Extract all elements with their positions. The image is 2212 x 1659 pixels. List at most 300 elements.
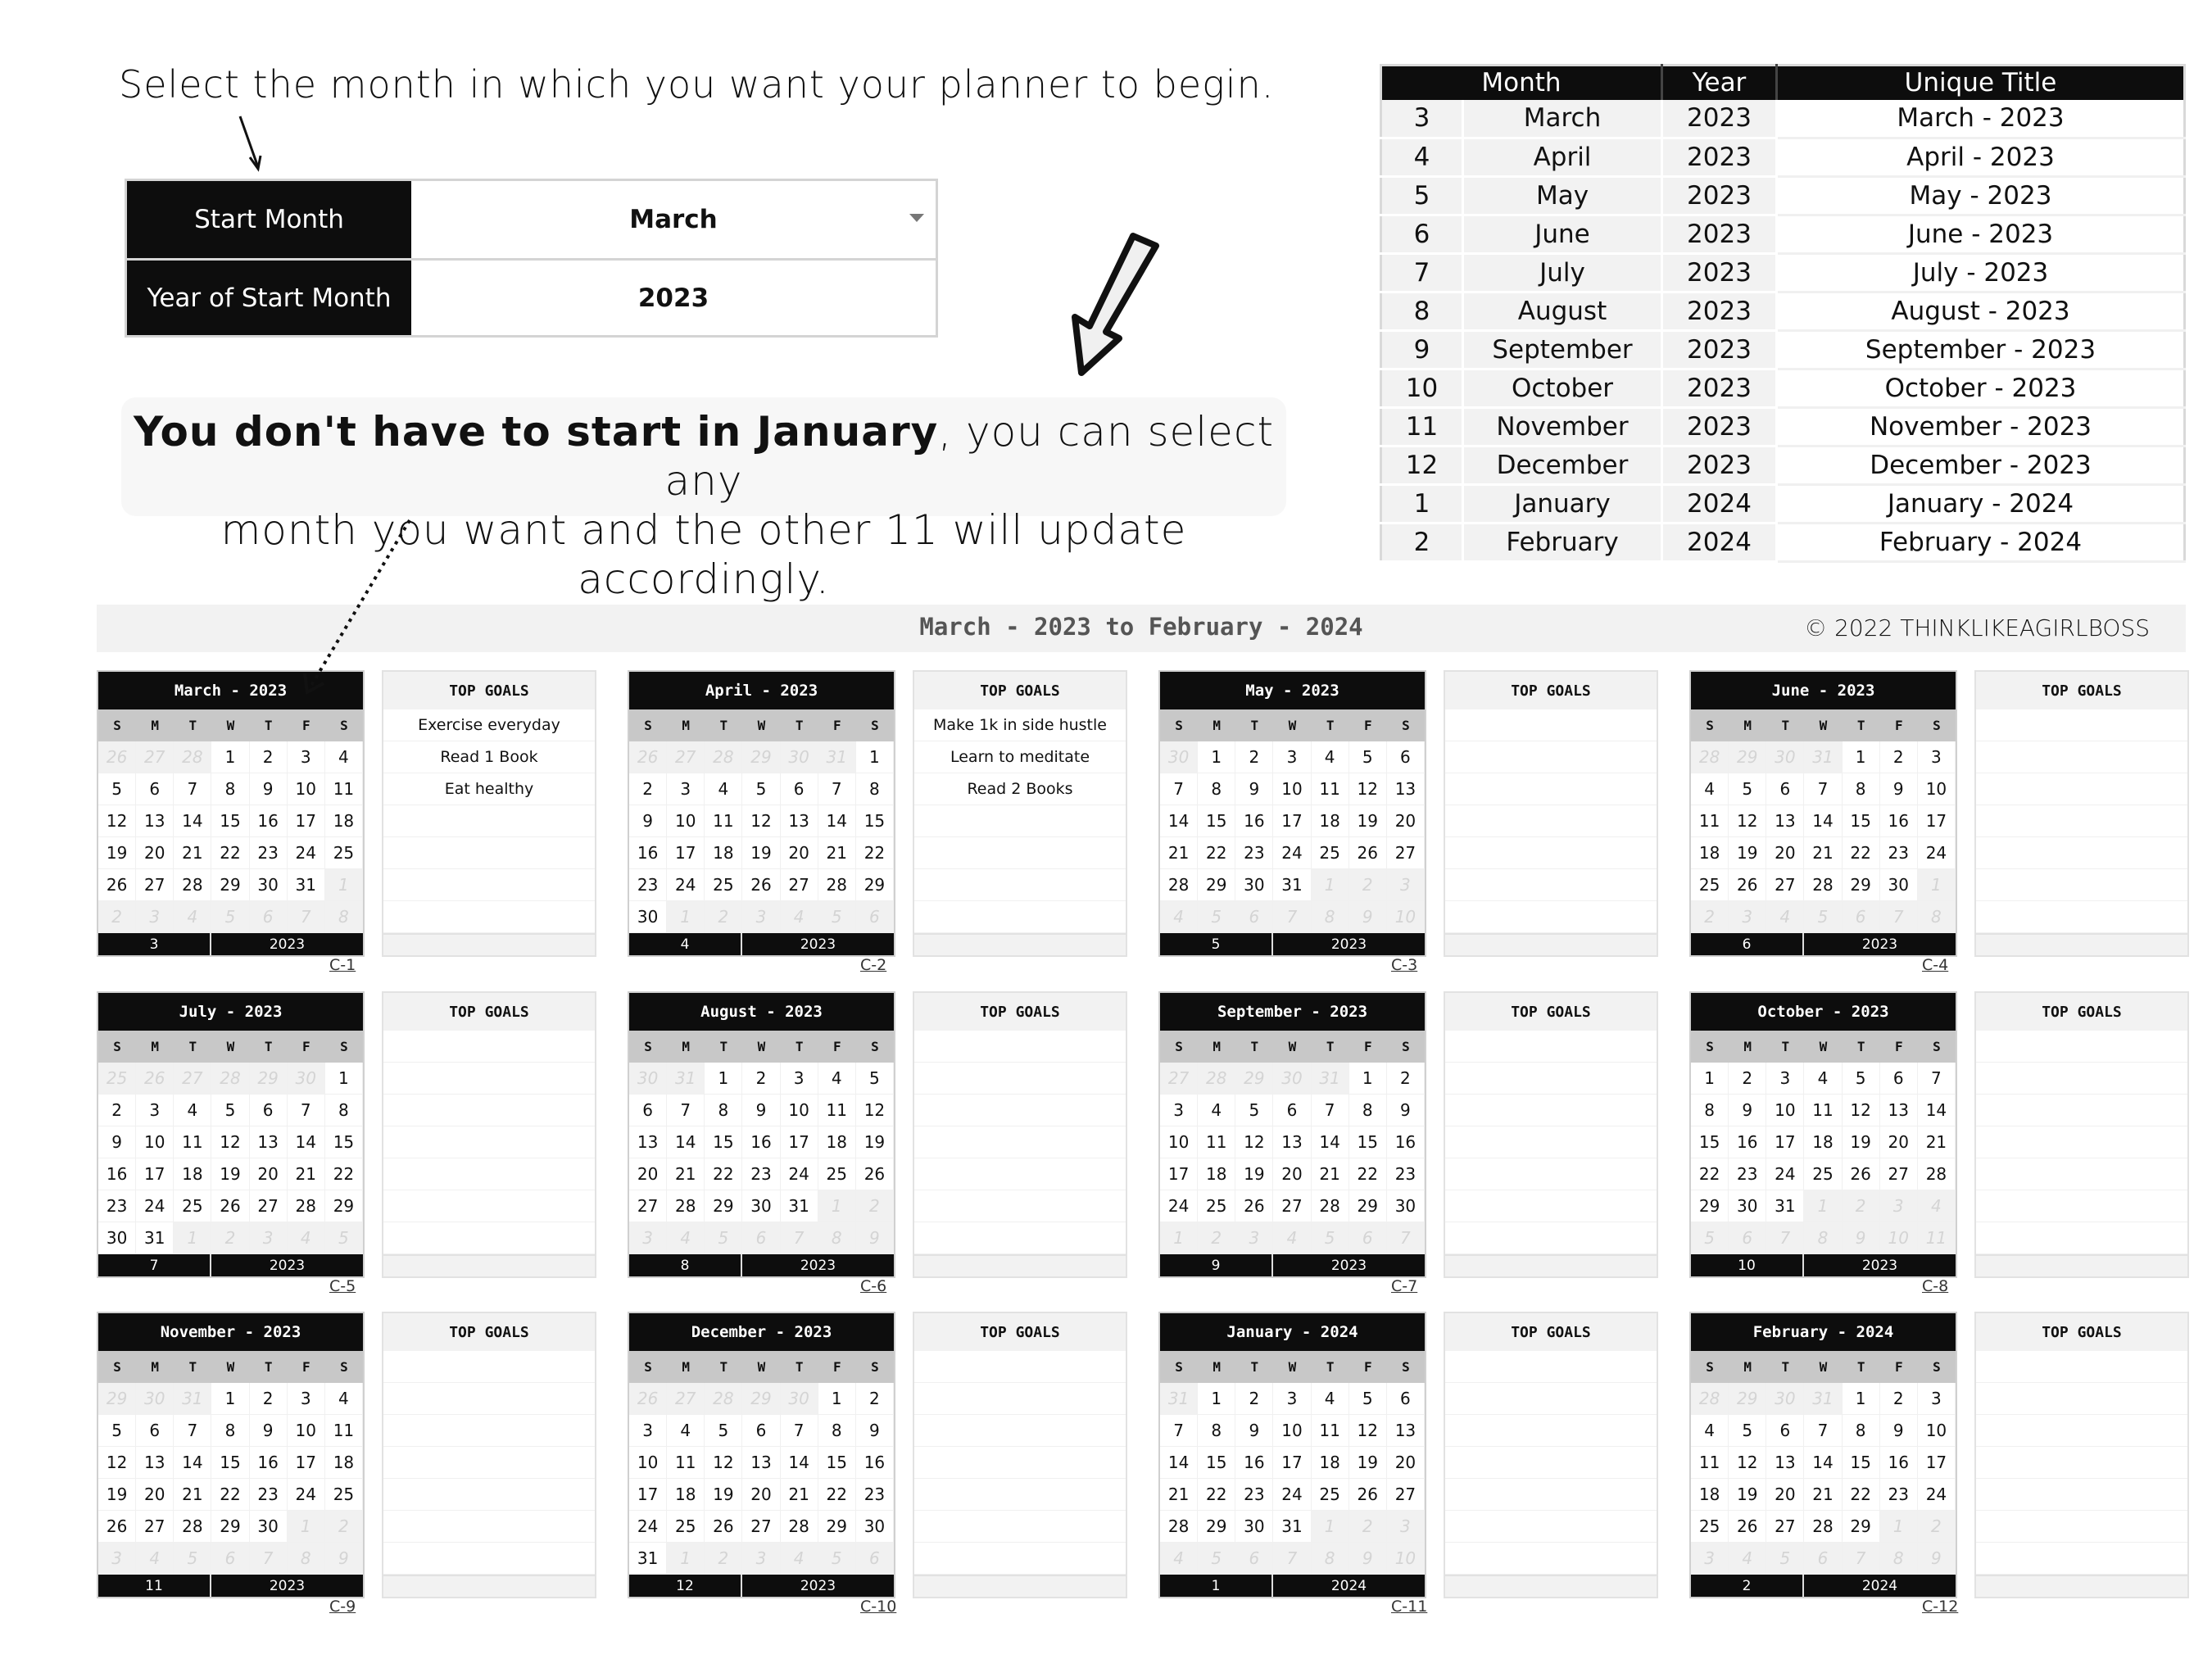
day-cell[interactable]: 18 <box>1804 1126 1842 1158</box>
day-cell[interactable]: 17 <box>1766 1126 1804 1158</box>
day-cell[interactable]: 1 <box>211 741 249 773</box>
day-cell[interactable]: 14 <box>1804 1447 1842 1479</box>
day-cell-outside[interactable]: 7 <box>1273 1543 1311 1575</box>
day-cell-outside[interactable]: 8 <box>325 901 363 933</box>
day-cell[interactable]: 13 <box>1766 805 1804 837</box>
day-cell[interactable]: 6 <box>781 773 818 805</box>
day-cell-outside[interactable]: 10 <box>1880 1222 1918 1254</box>
day-cell[interactable]: 5 <box>211 1095 249 1126</box>
day-cell-outside[interactable]: 4 <box>781 1543 818 1575</box>
day-cell[interactable]: 27 <box>1880 1158 1918 1190</box>
day-cell[interactable]: 5 <box>1349 1383 1387 1415</box>
day-cell[interactable]: 30 <box>1235 869 1273 901</box>
calendar-link[interactable]: C-7 <box>1391 1277 1418 1295</box>
day-cell-outside[interactable]: 7 <box>250 1543 288 1575</box>
goal-item[interactable]: Learn to meditate <box>914 741 1126 773</box>
day-cell-outside[interactable]: 9 <box>1918 1543 1956 1575</box>
day-cell[interactable]: 25 <box>174 1190 211 1222</box>
day-cell[interactable]: 29 <box>211 1511 249 1543</box>
day-cell[interactable]: 17 <box>629 1479 667 1511</box>
day-cell[interactable]: 18 <box>325 1447 363 1479</box>
day-cell[interactable]: 25 <box>1691 869 1729 901</box>
day-cell-outside[interactable]: 30 <box>136 1383 174 1415</box>
day-cell[interactable]: 26 <box>742 869 780 901</box>
day-cell[interactable]: 26 <box>98 1511 136 1543</box>
day-cell[interactable]: 20 <box>1880 1126 1918 1158</box>
day-cell[interactable]: 8 <box>1843 1415 1880 1447</box>
day-cell[interactable]: 18 <box>705 837 742 869</box>
day-cell[interactable]: 9 <box>1729 1095 1766 1126</box>
day-cell[interactable]: 31 <box>288 869 325 901</box>
day-cell[interactable]: 12 <box>705 1447 742 1479</box>
day-cell[interactable]: 24 <box>288 837 325 869</box>
day-cell-outside[interactable]: 29 <box>250 1063 288 1095</box>
day-cell[interactable]: 19 <box>856 1126 894 1158</box>
day-cell[interactable]: 26 <box>1235 1190 1273 1222</box>
day-cell[interactable]: 18 <box>1691 1479 1729 1511</box>
day-cell[interactable]: 7 <box>781 1415 818 1447</box>
day-cell-outside[interactable]: 2 <box>98 901 136 933</box>
day-cell-outside[interactable]: 2 <box>1349 1511 1387 1543</box>
day-cell[interactable]: 30 <box>1387 1190 1425 1222</box>
day-cell[interactable]: 20 <box>250 1158 288 1190</box>
day-cell[interactable]: 23 <box>1729 1158 1766 1190</box>
day-cell[interactable]: 24 <box>288 1479 325 1511</box>
day-cell[interactable]: 26 <box>1729 1511 1766 1543</box>
day-cell[interactable]: 24 <box>1918 1479 1956 1511</box>
day-cell[interactable]: 5 <box>1729 773 1766 805</box>
day-cell[interactable]: 13 <box>136 805 174 837</box>
day-cell[interactable]: 1 <box>1198 1383 1235 1415</box>
day-cell[interactable]: 20 <box>629 1158 667 1190</box>
day-cell[interactable]: 18 <box>325 805 363 837</box>
day-cell[interactable]: 12 <box>742 805 780 837</box>
day-cell[interactable]: 7 <box>818 773 856 805</box>
day-cell[interactable]: 23 <box>250 1479 288 1511</box>
day-cell[interactable]: 18 <box>1691 837 1729 869</box>
day-cell[interactable]: 20 <box>136 837 174 869</box>
day-cell[interactable]: 27 <box>781 869 818 901</box>
day-cell[interactable]: 4 <box>1691 773 1729 805</box>
day-cell[interactable]: 6 <box>136 773 174 805</box>
day-cell[interactable]: 2 <box>98 1095 136 1126</box>
day-cell[interactable]: 22 <box>211 837 249 869</box>
calendar-link[interactable]: C-12 <box>1922 1598 1959 1616</box>
day-cell[interactable]: 8 <box>705 1095 742 1126</box>
day-cell[interactable]: 5 <box>1843 1063 1880 1095</box>
day-cell[interactable]: 17 <box>288 1447 325 1479</box>
day-cell-outside[interactable]: 26 <box>136 1063 174 1095</box>
day-cell[interactable]: 24 <box>136 1190 174 1222</box>
day-cell[interactable]: 8 <box>325 1095 363 1126</box>
day-cell[interactable]: 22 <box>325 1158 363 1190</box>
day-cell[interactable]: 3 <box>1273 741 1311 773</box>
day-cell[interactable]: 11 <box>325 1415 363 1447</box>
day-cell[interactable]: 23 <box>250 837 288 869</box>
day-cell[interactable]: 13 <box>629 1126 667 1158</box>
day-cell[interactable]: 1 <box>1691 1063 1729 1095</box>
day-cell[interactable]: 21 <box>1312 1158 1349 1190</box>
day-cell[interactable]: 16 <box>250 805 288 837</box>
day-cell[interactable]: 22 <box>1843 1479 1880 1511</box>
day-cell[interactable]: 20 <box>781 837 818 869</box>
day-cell[interactable]: 12 <box>98 1447 136 1479</box>
day-cell[interactable]: 22 <box>1691 1158 1729 1190</box>
day-cell[interactable]: 25 <box>667 1511 705 1543</box>
day-cell[interactable]: 26 <box>211 1190 249 1222</box>
day-cell[interactable]: 8 <box>1198 773 1235 805</box>
day-cell-outside[interactable]: 8 <box>288 1543 325 1575</box>
day-cell[interactable]: 4 <box>1198 1095 1235 1126</box>
day-cell[interactable]: 10 <box>1273 1415 1311 1447</box>
day-cell[interactable]: 2 <box>1235 741 1273 773</box>
day-cell[interactable]: 21 <box>1804 837 1842 869</box>
day-cell[interactable]: 3 <box>629 1415 667 1447</box>
day-cell[interactable]: 8 <box>1843 773 1880 805</box>
day-cell-outside[interactable]: 6 <box>856 1543 894 1575</box>
day-cell[interactable]: 23 <box>856 1479 894 1511</box>
day-cell[interactable]: 12 <box>1843 1095 1880 1126</box>
day-cell[interactable]: 28 <box>1312 1190 1349 1222</box>
day-cell[interactable]: 27 <box>1387 1479 1425 1511</box>
day-cell[interactable]: 18 <box>1312 805 1349 837</box>
day-cell-outside[interactable]: 26 <box>629 1383 667 1415</box>
day-cell-outside[interactable]: 3 <box>136 901 174 933</box>
day-cell[interactable]: 4 <box>1312 741 1349 773</box>
day-cell[interactable]: 18 <box>174 1158 211 1190</box>
day-cell-outside[interactable]: 5 <box>818 901 856 933</box>
day-cell[interactable]: 10 <box>1918 773 1956 805</box>
day-cell-outside[interactable]: 2 <box>856 1190 894 1222</box>
day-cell-outside[interactable]: 2 <box>1691 901 1729 933</box>
day-cell-outside[interactable]: 10 <box>1387 901 1425 933</box>
day-cell-outside[interactable]: 5 <box>1766 1543 1804 1575</box>
day-cell-outside[interactable]: 30 <box>781 741 818 773</box>
day-cell[interactable]: 29 <box>1198 869 1235 901</box>
day-cell[interactable]: 30 <box>629 901 667 933</box>
day-cell[interactable]: 14 <box>1160 1447 1198 1479</box>
day-cell[interactable]: 24 <box>1273 1479 1311 1511</box>
calendar-link[interactable]: C-3 <box>1391 956 1418 974</box>
day-cell-outside[interactable]: 9 <box>856 1222 894 1254</box>
day-cell[interactable]: 25 <box>325 837 363 869</box>
day-cell[interactable]: 13 <box>1387 773 1425 805</box>
day-cell-outside[interactable]: 4 <box>1766 901 1804 933</box>
day-cell[interactable]: 5 <box>856 1063 894 1095</box>
day-cell[interactable]: 26 <box>1843 1158 1880 1190</box>
day-cell[interactable]: 19 <box>705 1479 742 1511</box>
day-cell[interactable]: 20 <box>1387 805 1425 837</box>
day-cell[interactable]: 10 <box>781 1095 818 1126</box>
day-cell[interactable]: 13 <box>1387 1415 1425 1447</box>
day-cell[interactable]: 28 <box>174 1511 211 1543</box>
day-cell[interactable]: 12 <box>1235 1126 1273 1158</box>
day-cell[interactable]: 9 <box>98 1126 136 1158</box>
day-cell-outside[interactable]: 3 <box>1387 1511 1425 1543</box>
day-cell[interactable]: 19 <box>1843 1126 1880 1158</box>
day-cell[interactable]: 3 <box>1918 741 1956 773</box>
day-cell[interactable]: 1 <box>1349 1063 1387 1095</box>
day-cell[interactable]: 28 <box>1160 1511 1198 1543</box>
calendar-link[interactable]: C-10 <box>860 1598 897 1616</box>
day-cell-outside[interactable]: 5 <box>174 1543 211 1575</box>
day-cell[interactable]: 26 <box>1349 837 1387 869</box>
day-cell[interactable]: 17 <box>288 805 325 837</box>
day-cell[interactable]: 22 <box>1349 1158 1387 1190</box>
day-cell[interactable]: 2 <box>250 741 288 773</box>
day-cell[interactable]: 28 <box>174 869 211 901</box>
day-cell-outside[interactable]: 28 <box>1198 1063 1235 1095</box>
day-cell[interactable]: 8 <box>211 1415 249 1447</box>
day-cell[interactable]: 4 <box>667 1415 705 1447</box>
day-cell[interactable]: 18 <box>818 1126 856 1158</box>
day-cell[interactable]: 21 <box>174 837 211 869</box>
day-cell[interactable]: 9 <box>250 773 288 805</box>
day-cell[interactable]: 14 <box>1160 805 1198 837</box>
day-cell[interactable]: 19 <box>742 837 780 869</box>
day-cell-outside[interactable]: 5 <box>1804 901 1842 933</box>
day-cell-outside[interactable]: 7 <box>1273 901 1311 933</box>
day-cell-outside[interactable]: 5 <box>325 1222 363 1254</box>
day-cell-outside[interactable]: 6 <box>1235 901 1273 933</box>
day-cell-outside[interactable]: 4 <box>1729 1543 1766 1575</box>
day-cell[interactable]: 20 <box>1766 837 1804 869</box>
day-cell[interactable]: 12 <box>1729 1447 1766 1479</box>
day-cell[interactable]: 14 <box>667 1126 705 1158</box>
day-cell-outside[interactable]: 4 <box>1273 1222 1311 1254</box>
day-cell[interactable]: 29 <box>211 869 249 901</box>
day-cell[interactable]: 11 <box>174 1126 211 1158</box>
day-cell[interactable]: 4 <box>174 1095 211 1126</box>
day-cell[interactable]: 5 <box>98 773 136 805</box>
day-cell[interactable]: 17 <box>1918 805 1956 837</box>
day-cell-outside[interactable]: 2 <box>705 901 742 933</box>
day-cell-outside[interactable]: 7 <box>781 1222 818 1254</box>
day-cell[interactable]: 10 <box>288 1415 325 1447</box>
day-cell[interactable]: 27 <box>250 1190 288 1222</box>
day-cell-outside[interactable]: 30 <box>1160 741 1198 773</box>
day-cell[interactable]: 6 <box>1766 773 1804 805</box>
day-cell[interactable]: 2 <box>629 773 667 805</box>
day-cell[interactable]: 21 <box>781 1479 818 1511</box>
day-cell[interactable]: 22 <box>211 1479 249 1511</box>
day-cell[interactable]: 2 <box>1235 1383 1273 1415</box>
day-cell-outside[interactable]: 3 <box>250 1222 288 1254</box>
day-cell-outside[interactable]: 11 <box>1918 1222 1956 1254</box>
day-cell[interactable]: 26 <box>856 1158 894 1190</box>
day-cell[interactable]: 15 <box>856 805 894 837</box>
day-cell[interactable]: 15 <box>211 805 249 837</box>
day-cell-outside[interactable]: 1 <box>1312 1511 1349 1543</box>
day-cell[interactable]: 6 <box>742 1415 780 1447</box>
day-cell[interactable]: 27 <box>1387 837 1425 869</box>
day-cell[interactable]: 23 <box>1387 1158 1425 1190</box>
day-cell[interactable]: 24 <box>1273 837 1311 869</box>
day-cell[interactable]: 5 <box>1729 1415 1766 1447</box>
goal-item[interactable]: Make 1k in side hustle <box>914 709 1126 741</box>
day-cell-outside[interactable]: 1 <box>1804 1190 1842 1222</box>
day-cell-outside[interactable]: 7 <box>1766 1222 1804 1254</box>
day-cell-outside[interactable]: 2 <box>1198 1222 1235 1254</box>
day-cell[interactable]: 3 <box>136 1095 174 1126</box>
day-cell[interactable]: 3 <box>667 773 705 805</box>
day-cell[interactable]: 24 <box>667 869 705 901</box>
day-cell[interactable]: 19 <box>98 837 136 869</box>
day-cell[interactable]: 6 <box>136 1415 174 1447</box>
day-cell[interactable]: 6 <box>1766 1415 1804 1447</box>
day-cell[interactable]: 21 <box>1804 1479 1842 1511</box>
day-cell[interactable]: 30 <box>250 1511 288 1543</box>
day-cell-outside[interactable]: 2 <box>211 1222 249 1254</box>
day-cell[interactable]: 11 <box>1804 1095 1842 1126</box>
day-cell[interactable]: 27 <box>1766 869 1804 901</box>
day-cell[interactable]: 14 <box>1918 1095 1956 1126</box>
day-cell[interactable]: 10 <box>1273 773 1311 805</box>
day-cell[interactable]: 15 <box>1349 1126 1387 1158</box>
day-cell[interactable]: 23 <box>98 1190 136 1222</box>
day-cell[interactable]: 3 <box>288 1383 325 1415</box>
day-cell-outside[interactable]: 7 <box>1387 1222 1425 1254</box>
day-cell-outside[interactable]: 3 <box>1387 869 1425 901</box>
calendar-link[interactable]: C-5 <box>329 1277 356 1295</box>
day-cell[interactable]: 2 <box>1880 1383 1918 1415</box>
day-cell[interactable]: 12 <box>211 1126 249 1158</box>
day-cell-outside[interactable]: 27 <box>1160 1063 1198 1095</box>
day-cell[interactable]: 28 <box>781 1511 818 1543</box>
day-cell[interactable]: 9 <box>856 1415 894 1447</box>
day-cell[interactable]: 16 <box>856 1447 894 1479</box>
day-cell-outside[interactable]: 8 <box>818 1222 856 1254</box>
day-cell-outside[interactable]: 5 <box>1312 1222 1349 1254</box>
day-cell-outside[interactable]: 28 <box>1691 1383 1729 1415</box>
day-cell[interactable]: 12 <box>856 1095 894 1126</box>
day-cell[interactable]: 1 <box>211 1383 249 1415</box>
day-cell-outside[interactable]: 1 <box>288 1511 325 1543</box>
day-cell[interactable]: 29 <box>1198 1511 1235 1543</box>
day-cell[interactable]: 16 <box>629 837 667 869</box>
calendar-link[interactable]: C-11 <box>1391 1598 1428 1616</box>
day-cell[interactable]: 24 <box>1160 1190 1198 1222</box>
day-cell[interactable]: 25 <box>1312 837 1349 869</box>
day-cell[interactable]: 26 <box>1729 869 1766 901</box>
day-cell[interactable]: 8 <box>1349 1095 1387 1126</box>
day-cell[interactable]: 31 <box>1273 1511 1311 1543</box>
day-cell[interactable]: 11 <box>1312 773 1349 805</box>
day-cell[interactable]: 15 <box>211 1447 249 1479</box>
day-cell-outside[interactable]: 3 <box>742 1543 780 1575</box>
day-cell[interactable]: 6 <box>629 1095 667 1126</box>
day-cell[interactable]: 30 <box>250 869 288 901</box>
day-cell[interactable]: 16 <box>1880 805 1918 837</box>
day-cell[interactable]: 19 <box>1349 805 1387 837</box>
day-cell-outside[interactable]: 6 <box>1349 1222 1387 1254</box>
day-cell-outside[interactable]: 3 <box>1880 1190 1918 1222</box>
day-cell[interactable]: 15 <box>1843 805 1880 837</box>
day-cell[interactable]: 18 <box>667 1479 705 1511</box>
day-cell[interactable]: 22 <box>1843 837 1880 869</box>
calendar-link[interactable]: C-8 <box>1922 1277 1949 1295</box>
day-cell-outside[interactable]: 1 <box>1918 869 1956 901</box>
day-cell-outside[interactable]: 25 <box>98 1063 136 1095</box>
day-cell[interactable]: 23 <box>1880 837 1918 869</box>
day-cell-outside[interactable]: 9 <box>325 1543 363 1575</box>
day-cell[interactable]: 29 <box>1691 1190 1729 1222</box>
day-cell-outside[interactable]: 27 <box>667 1383 705 1415</box>
day-cell[interactable]: 31 <box>629 1543 667 1575</box>
day-cell[interactable]: 6 <box>1880 1063 1918 1095</box>
day-cell[interactable]: 15 <box>1198 805 1235 837</box>
day-cell[interactable]: 11 <box>667 1447 705 1479</box>
day-cell[interactable]: 24 <box>629 1511 667 1543</box>
day-cell-outside[interactable]: 4 <box>667 1222 705 1254</box>
day-cell-outside[interactable]: 30 <box>288 1063 325 1095</box>
day-cell-outside[interactable]: 8 <box>1312 1543 1349 1575</box>
day-cell-outside[interactable]: 1 <box>667 901 705 933</box>
day-cell[interactable]: 9 <box>1880 773 1918 805</box>
day-cell[interactable]: 25 <box>1312 1479 1349 1511</box>
day-cell[interactable]: 27 <box>136 869 174 901</box>
day-cell[interactable]: 14 <box>781 1447 818 1479</box>
day-cell-outside[interactable]: 3 <box>1691 1543 1729 1575</box>
day-cell[interactable]: 31 <box>781 1190 818 1222</box>
day-cell-outside[interactable]: 30 <box>1766 1383 1804 1415</box>
day-cell[interactable]: 10 <box>288 773 325 805</box>
day-cell[interactable]: 23 <box>742 1158 780 1190</box>
day-cell-outside[interactable]: 3 <box>1729 901 1766 933</box>
day-cell-outside[interactable]: 28 <box>174 741 211 773</box>
day-cell-outside[interactable]: 1 <box>667 1543 705 1575</box>
day-cell-outside[interactable]: 4 <box>288 1222 325 1254</box>
day-cell[interactable]: 16 <box>250 1447 288 1479</box>
day-cell[interactable]: 26 <box>1349 1479 1387 1511</box>
day-cell-outside[interactable]: 29 <box>1729 1383 1766 1415</box>
day-cell[interactable]: 5 <box>1235 1095 1273 1126</box>
day-cell[interactable]: 24 <box>1766 1158 1804 1190</box>
day-cell[interactable]: 5 <box>1349 741 1387 773</box>
day-cell[interactable]: 4 <box>818 1063 856 1095</box>
day-cell[interactable]: 14 <box>174 1447 211 1479</box>
day-cell[interactable]: 28 <box>1918 1158 1956 1190</box>
day-cell-outside[interactable]: 5 <box>1198 1543 1235 1575</box>
day-cell[interactable]: 7 <box>174 773 211 805</box>
day-cell[interactable]: 26 <box>705 1511 742 1543</box>
day-cell[interactable]: 14 <box>1312 1126 1349 1158</box>
day-cell[interactable]: 7 <box>1312 1095 1349 1126</box>
day-cell[interactable]: 14 <box>1804 805 1842 837</box>
day-cell[interactable]: 9 <box>629 805 667 837</box>
day-cell[interactable]: 31 <box>1766 1190 1804 1222</box>
day-cell[interactable]: 4 <box>325 741 363 773</box>
day-cell[interactable]: 13 <box>250 1126 288 1158</box>
day-cell[interactable]: 13 <box>1273 1126 1311 1158</box>
day-cell[interactable]: 3 <box>1160 1095 1198 1126</box>
day-cell[interactable]: 16 <box>1235 805 1273 837</box>
day-cell-outside[interactable]: 31 <box>667 1063 705 1095</box>
day-cell-outside[interactable]: 1 <box>174 1222 211 1254</box>
day-cell[interactable]: 16 <box>1387 1126 1425 1158</box>
day-cell[interactable]: 8 <box>1198 1415 1235 1447</box>
day-cell[interactable]: 2 <box>742 1063 780 1095</box>
day-cell[interactable]: 23 <box>1235 837 1273 869</box>
day-cell[interactable]: 25 <box>818 1158 856 1190</box>
day-cell[interactable]: 29 <box>1349 1190 1387 1222</box>
day-cell[interactable]: 21 <box>288 1158 325 1190</box>
day-cell[interactable]: 12 <box>1349 1415 1387 1447</box>
goal-item[interactable]: Exercise everyday <box>383 709 595 741</box>
day-cell-outside[interactable]: 6 <box>856 901 894 933</box>
day-cell[interactable]: 13 <box>742 1447 780 1479</box>
day-cell-outside[interactable]: 4 <box>1160 1543 1198 1575</box>
